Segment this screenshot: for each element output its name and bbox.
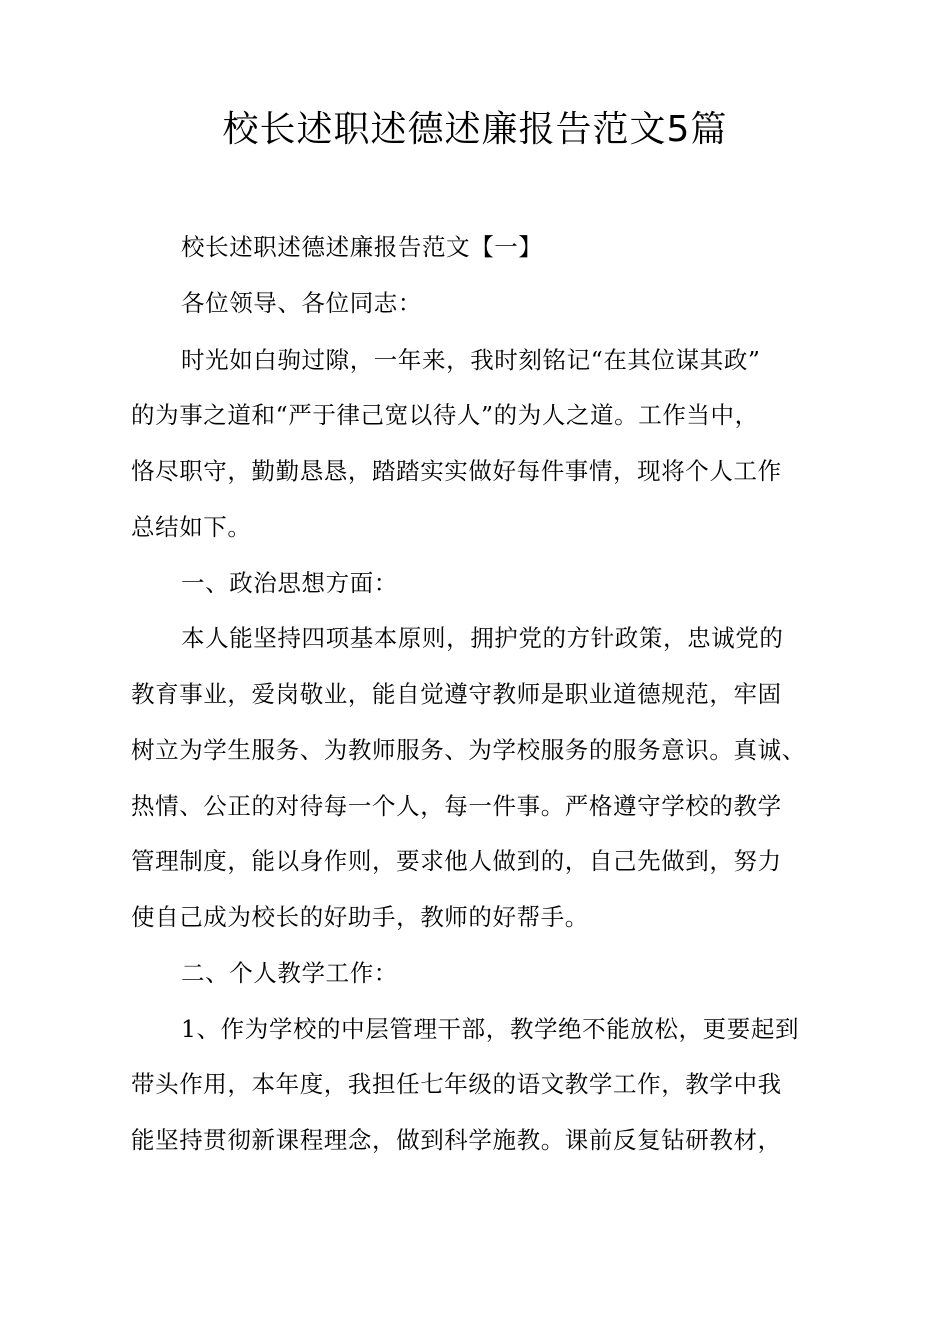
paragraph-line: 使自己成为校长的好助手，教师的好帮手。: [131, 903, 589, 931]
section-heading: 校长述职述德述廉报告范文【一】: [181, 233, 543, 261]
subsection-heading: 一、政治思想方面：: [181, 569, 398, 597]
paragraph-line: 管理制度，能以身作则，要求他人做到的，自己先做到，努力: [131, 847, 782, 875]
subsection-heading: 二、个人教学工作：: [181, 959, 398, 987]
paragraph-line: 能坚持贯彻新课程理念，做到科学施教。课前反复钻研教材，: [131, 1126, 782, 1154]
salutation: 各位领导、各位同志：: [181, 289, 422, 317]
paragraph-line: 教育事业，爱岗敬业，能自觉遵守教师是职业道德规范，牢固: [131, 680, 782, 708]
paragraph-line: 1、作为学校的中层管理干部，教学绝不能放松，更要起到: [181, 1015, 800, 1043]
paragraph-line: 树立为学生服务、为教师服务、为学校服务的服务意识。真诚、: [131, 736, 806, 764]
paragraph-line: 时光如白驹过隙，一年来，我时刻铭记“在其位谋其政”: [181, 346, 761, 374]
paragraph-line: 热情、公正的对待每一个人，每一件事。严格遵守学校的教学: [131, 792, 782, 820]
paragraph-line: 总结如下。: [131, 513, 252, 541]
paragraph-line: 带头作用，本年度，我担任七年级的语文教学工作，教学中我: [131, 1070, 782, 1098]
paragraph-line: 的为事之道和“严于律己宽以待人”的为人之道。工作当中，: [131, 401, 759, 429]
document-title: 校长述职述德述廉报告范文5篇: [222, 109, 728, 150]
paragraph-line: 恪尽职守，勤勤恳恳，踏踏实实做好每件事情，现将个人工作: [131, 457, 782, 485]
paragraph-line: 本人能坚持四项基本原则，拥护党的方针政策，忠诚党的: [181, 624, 784, 652]
